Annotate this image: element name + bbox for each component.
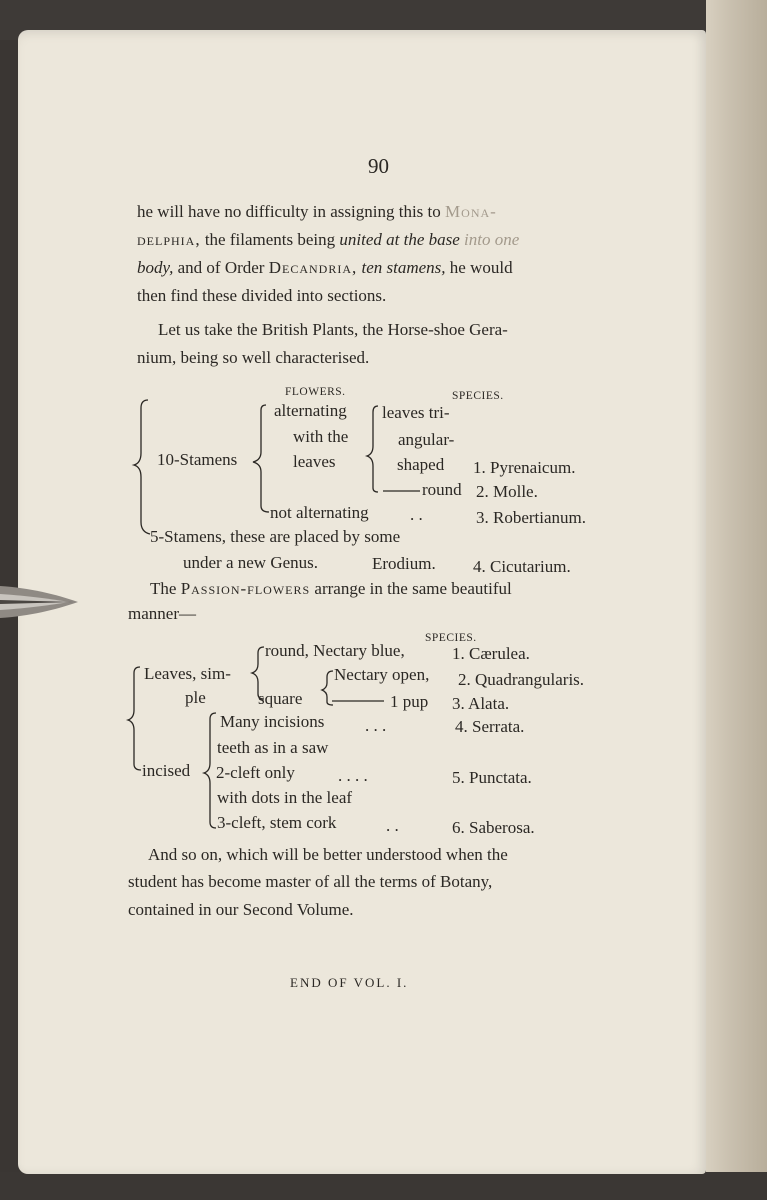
table2-square: square	[258, 689, 303, 708]
page-number: 90	[368, 154, 389, 178]
table1-under-new-genus: under a new Genus.	[183, 553, 319, 572]
table1-dots: . .	[410, 505, 423, 524]
table2-incised: incised	[142, 761, 191, 780]
intro-line-2	[137, 230, 519, 250]
table1-angular: angular-	[398, 430, 455, 449]
closing-line-3: contained in our Second Volume.	[128, 900, 354, 919]
table2-species-4: 4. Serrata.	[455, 717, 525, 736]
para3-text: arrange in the same beautiful	[314, 579, 512, 598]
para3-line-1	[150, 579, 512, 599]
table2-species-1: 1. Cærulea.	[452, 644, 530, 663]
intro-line-1	[137, 202, 497, 222]
table1-header-flowers: FLOWERS.	[285, 386, 346, 398]
italic-phrase: ten stamens,	[361, 258, 446, 277]
table2-dots2: . .	[386, 816, 399, 835]
table2-species-2: 2. Quadrangularis.	[458, 670, 585, 689]
table2-two-cleft: 2-cleft only	[216, 763, 295, 782]
table1-header-species: SPECIES.	[452, 390, 504, 402]
para2-line-1: Let us take the British Plants, the Horse-shoe Gera-	[158, 320, 508, 339]
table1-ten-stamens: 10-Stamens	[157, 450, 238, 469]
monadelphia-part-2: delphia,	[137, 230, 201, 249]
intro-text: the filaments being	[204, 230, 336, 249]
table2-species-6: 6. Saberosa.	[452, 818, 535, 837]
para2-line-2: nium, being so well characterised.	[137, 348, 370, 367]
para3-text: The	[150, 579, 177, 598]
table1-alternating: alternating	[274, 401, 347, 420]
table1-with-the: with the	[293, 427, 349, 446]
table2-dots-leaf: with dots in the leaf	[217, 788, 353, 807]
table2-species-5: 5. Punctata.	[452, 768, 532, 787]
italic-phrase: united at the base	[339, 230, 460, 249]
table1-species-3: 3. Robertianum.	[476, 508, 587, 527]
passion-flowers: Passion-flowers	[180, 579, 311, 598]
table2-species-3: 3. Alata.	[452, 694, 510, 713]
table2-ple: ple	[185, 688, 206, 707]
background-bottom	[0, 1172, 767, 1200]
bookmark-ribbon	[0, 580, 80, 624]
table1-erodium: Erodium.	[372, 554, 436, 573]
table2-leaves-sim: Leaves, sim-	[144, 664, 231, 683]
adjacent-page-edge	[706, 0, 767, 1200]
table1-shaped: shaped	[397, 455, 445, 474]
table1-leaves: leaves	[293, 452, 336, 471]
monadelphia-part-1: Mona-	[445, 202, 497, 221]
italic-phrase-faded: into one	[464, 230, 520, 249]
italic-word: body,	[137, 258, 174, 277]
table2-teeth: teeth as in a saw	[217, 738, 329, 757]
table2-dots4: . . . .	[338, 766, 368, 785]
intro-line-4: then find these divided into sections.	[137, 286, 387, 305]
table1-species-2: 2. Molle.	[476, 482, 538, 501]
table2-many-incisions: Many incisions	[220, 712, 325, 731]
intro-text: he will have no difficulty in assigning this to	[137, 202, 441, 221]
table1-not-alternating: not alternating	[270, 503, 369, 522]
para3-line-2: manner—	[128, 604, 196, 623]
table2-one-pup: 1 pup	[390, 692, 429, 711]
table1-five-stamens: 5-Stamens, these are placed by some	[150, 527, 401, 546]
end-note: END OF VOL. I.	[290, 975, 409, 990]
decandria: Decandria,	[268, 258, 358, 277]
table2-dots3: . . .	[365, 716, 387, 735]
table2-header-species: SPECIES.	[425, 632, 477, 644]
closing-line-1: And so on, which will be better understood when the	[148, 845, 508, 864]
intro-line-3	[137, 258, 513, 278]
table1-species-1: 1. Pyrenaicum.	[473, 458, 576, 477]
intro-text: and of Order	[177, 258, 265, 277]
table2-nectary-open: Nectary open,	[334, 665, 430, 684]
intro-text: he would	[449, 258, 513, 277]
table1-round: round	[422, 480, 462, 499]
closing-line-2: student has become master of all the terms of Botany,	[128, 872, 493, 891]
table2-three-cleft: 3-cleft, stem cork	[217, 813, 337, 832]
table2-round-nectary: round, Nectary blue,	[265, 641, 405, 660]
table1-leaves-tri: leaves tri-	[382, 403, 450, 422]
table1-species-4: 4. Cicutarium.	[473, 557, 571, 576]
